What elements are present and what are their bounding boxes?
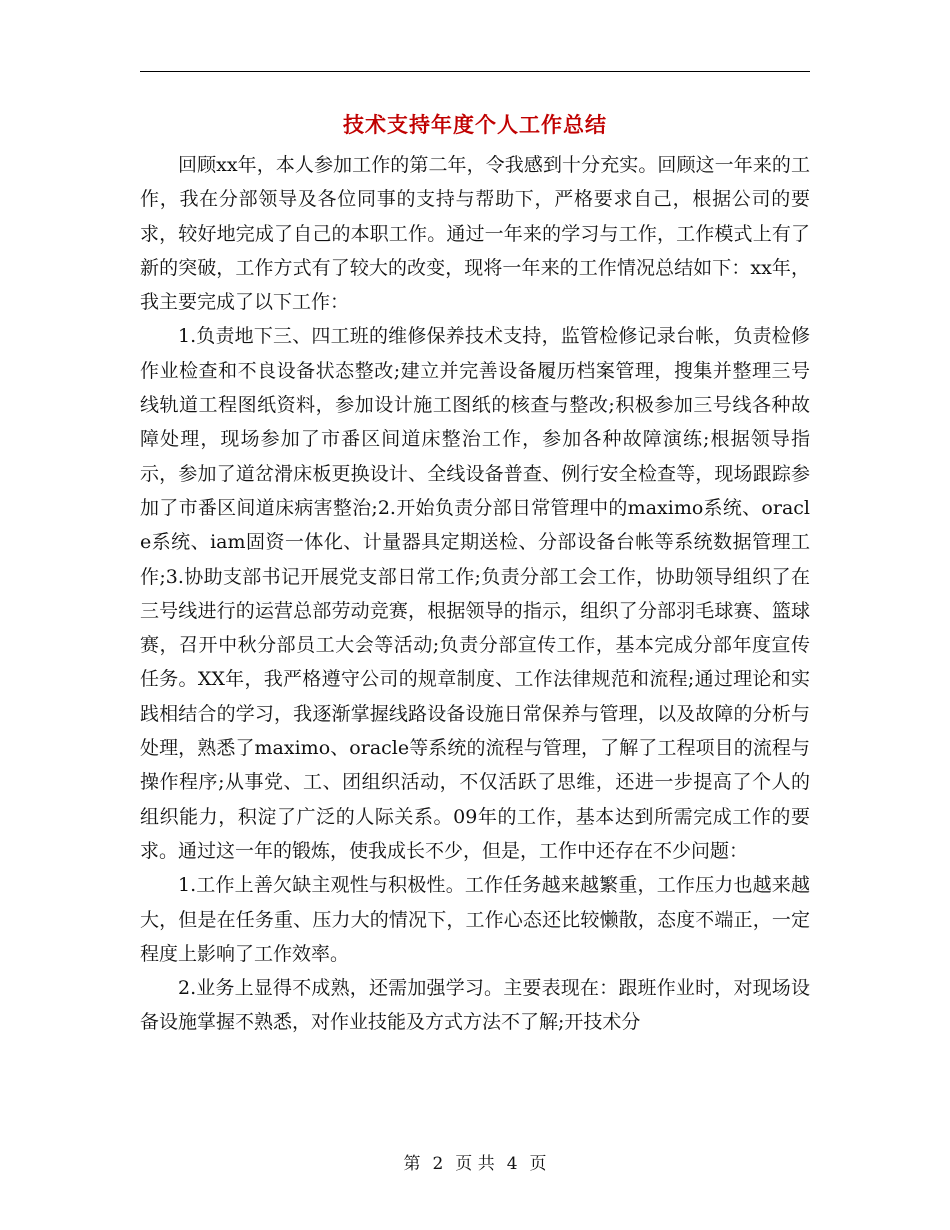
document-title: 技术支持年度个人工作总结 — [343, 112, 607, 137]
page-footer — [0, 1152, 950, 1176]
paragraph-intro: 回顾xx年，本人参加工作的第二年，令我感到十分充实。回顾这一年来的工作，我在分部领导及各位同事的支持与帮助下，严格要求自己，根据公司的要求，较好地完成了自己的本职工作。通过一年来的学习与工作，工作模式上有了新的突破，工作方式有了较大的改变，现将一年来的工作情况总结如下：xx年，我主要完成了以下工作： — [140, 154, 810, 314]
footer-prefix: 第 — [403, 1154, 421, 1174]
paragraph-problem-1: 1.工作上善欠缺主观性与积极性。工作任务越来越繁重，工作压力也越来越大，但是在任务重、压力大的情况下，工作心态还比较懒散，态度不端正，一定程度上影响了工作效率。 — [140, 874, 810, 965]
footer-middle: 页 共 — [455, 1154, 495, 1174]
footer-total-pages: 4 — [506, 1154, 518, 1174]
paragraph-problem-2: 2.业务上显得不成熟，还需加强学习。主要表现在：跟班作业时，对现场设备设施掌握不熟悉，对作业技能及方式方法不了解;开技术分 — [140, 977, 810, 1034]
paragraph-work-items: 1.负责地下三、四工班的维修保养技术支持，监管检修记录台帐，负责检修作业检查和不良设备状态整改;建立并完善设备履历档案管理，搜集并整理三号线轨道工程图纸资料，参加设计施工图纸的核查与整改;积极参加三号线各种故障处理，现场参加了市番区间道床整治工作，参加各种故障演练;根据领导指示，参加了道岔滑床板更换设计、全线设备普查、例行安全检查等，现场跟踪参加了市番区间道床病害整治;2.开始负责分部日常管理中的maximo系统、oracle系统、iam固资一体化、计量器具定期送检、分部设备台帐等系统数据管理工作;3.协助支部书记开展党支部日常工作;负责分部工会工作，协助领导组织了在三号线进行的运营总部劳动竞赛，根据领导的指示，组织了分部羽毛球赛、篮球赛，召开中秋分部员工大会等活动;负责分部宣传工作，基本完成分部年度宣传任务。XX年，我严格遵守公司的规章制度、工作法律规范和流程;通过理论和实践相结合的学习，我逐渐掌握线路设备设施日常保养与管理，以及故障的分析与处理，熟悉了maximo、oracle等系统的流程与管理，了解了工程项目的流程与操作程序;从事党、工、团组织活动，不仅活跃了思维，还进一步提高了个人的组织能力，积淀了广泛的人际关系。09年的工作，基本达到所需完成工作的要求。通过这一年的锻炼，使我成长不少，但是，工作中还存在不少问题： — [140, 325, 810, 862]
footer-current-page: 2 — [432, 1154, 444, 1174]
footer-suffix: 页 — [529, 1154, 547, 1174]
header-rule — [140, 71, 810, 72]
document-body — [140, 148, 810, 1040]
